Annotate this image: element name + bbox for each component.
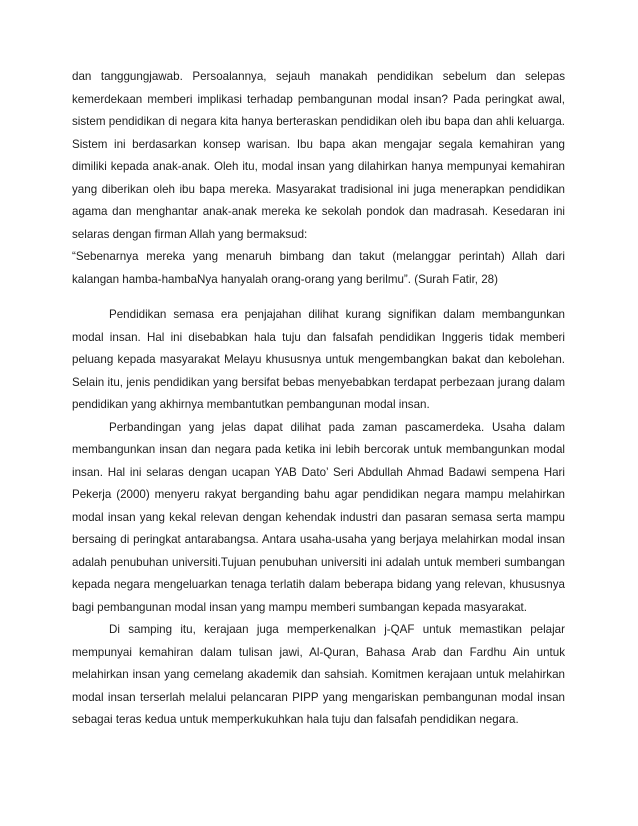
text-line: Di samping itu, kerajaan juga memperkenalkan j-QAF untuk memastikan pelajar (109, 623, 565, 636)
text-line: Pekerja (2000) menyeru rakyat berganding bahu agar pendidikan negara mampu melahirkan (72, 488, 565, 501)
text-line: bersaing di peringkat antarabangsa. Antara usaha-usaha yang berjaya melahirkan modal insan (72, 533, 565, 546)
text-line: kemerdekaan memberi implikasi terhadap pembangunan modal insan? Pada peringkat awal, (72, 92, 565, 106)
text-line: adalah penubuhan universiti.Tujuan penubuhan universiti ini adalah untuk memberi sumbangan (72, 555, 565, 569)
text-line: “Sebenarnya mereka yang menaruh bimbang dan takut (melanggar perintah) Allah dari (72, 250, 565, 263)
text-line: Sistem ini berdasarkan konsep warisan. Ibu bapa akan mengajar segala kemahiran yang (72, 137, 565, 151)
text-line: peluang kepada masyarakat Melayu khususnya untuk mengembangkan bakat dan kebolehan. (72, 353, 565, 366)
text-line: yang diberikan oleh ibu bapa mereka. Masyarakat tradisional ini juga menerapkan pendidikan (72, 182, 565, 196)
text-line: Pendidikan semasa era penjajahan dilihat kurang signifikan dalam membangunkan (109, 308, 565, 321)
text-line: insan. Hal ini selaras dengan ucapan YAB Dato’ Seri Abdullah Ahmad Badawi sempena Hari (72, 465, 565, 479)
text-line: dan tanggungjawab. Persoalannya, sejauh manakah pendidikan sebelum dan selepas (72, 70, 565, 83)
text-line: selaras dengan firman Allah yang bermaksud: (72, 227, 308, 241)
text-line: modal insan yang kekal relevan dengan kehendak industri dan pasaran semasa serta mampu (72, 510, 565, 524)
text-line: bagi pembangunan modal insan yang mampu memberi sumbangan kepada masyarakat. (72, 600, 528, 614)
text-line: pendidikan yang akhirnya membantutkan pembangunan modal insan. (72, 398, 430, 411)
text-line: sistem pendidikan di negara kita hanya berteraskan pendidikan oleh ibu bapa dan ahli keluarga. (72, 115, 565, 128)
text-line: membangunkan insan dan negara pada ketika ini lebih bercorak untuk membangunkan modal (72, 443, 565, 456)
paragraph-3 (72, 304, 565, 417)
document-page (72, 66, 565, 732)
text-line: kalangan hamba-hambaNya hanyalah orang-orang yang berilmu”. (Surah Fatir, 28) (72, 272, 498, 286)
paragraph-4 (72, 417, 565, 620)
text-line: dimiliki kepada anak-anak. Oleh itu, modal insan yang dilahirkan hanya mempunyai kemahiran (72, 160, 565, 173)
text-line: sebagai teras kedua untuk memperkukuhkan hala tuju dan falsafah pendidikan negara. (72, 713, 519, 726)
text-line: mempunyai kemahiran dalam tulisan jawi, Al-Quran, Bahasa Arab dan Fardhu Ain untuk (72, 645, 565, 659)
text-line: Perbandingan yang jelas dapat dilihat pada zaman pascamerdeka. Usaha dalam (109, 420, 565, 434)
paragraph-spacer (72, 291, 565, 304)
text-line: kepada negara mengeluarkan tenaga terlatih dalam beberapa bidang yang relevan, khususnya (72, 578, 565, 591)
text-line: modal insan terserlah melalui pelancaran PIPP yang mengariskan pembangunan modal insan (72, 690, 565, 704)
text-line: melahirkan insan yang cemelang akademik dan sahsiah. Komitmen kerajaan untuk melahirkan (72, 668, 565, 681)
quotation-paragraph (72, 246, 565, 291)
text-line: agama dan menghantar anak-anak mereka ke sekolah pondok dan madrasah. Kesedaran ini (72, 205, 565, 218)
paragraph-5 (72, 619, 565, 732)
text-line: modal insan. Hal ini disebabkan hala tuju dan falsafah pendidikan Inggeris tidak memberi (72, 330, 565, 344)
paragraph-1 (72, 66, 565, 246)
text-line: Selain itu, jenis pendidikan yang bersifat bebas menyebabkan terdapat perbezaan jurang dalam (72, 375, 565, 389)
